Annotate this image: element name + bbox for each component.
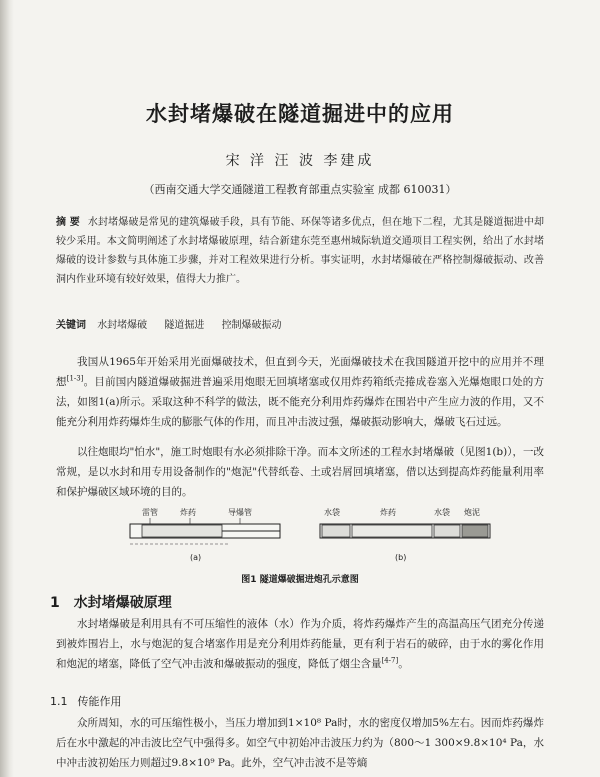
keywords-label: 关键词	[56, 320, 86, 331]
sublabel-a: (a)	[190, 553, 202, 562]
subsection-number: 1.1	[50, 695, 68, 708]
label-explosive-a: 炸药	[180, 508, 196, 517]
keyword: 水封堵爆破	[97, 320, 148, 331]
paragraph-text: 。	[398, 658, 409, 670]
citation: [4-7]	[381, 656, 399, 665]
authors: 宋 洋 汪 波 李建成	[225, 153, 375, 169]
affiliation: （西南交通大学交通隧道工程教育部重点实验室 成都 610031）	[143, 183, 457, 196]
keywords	[56, 316, 544, 331]
figure-1-caption: 图1 隧道爆破掘进炮孔示意图	[241, 575, 359, 585]
label-water-bag-2: 水袋	[434, 508, 450, 517]
paragraph-text: 。目前国内隧道爆破掘进普遍采用炮眼无回填堵塞或仅用炸药箱纸壳捲成卷塞入光爆炮眼口处的方法，如图1(a)所示。采取这种不科学的做法，既不能充分利用炸药爆炸在围岩中产生应力波的作用，又不能充分利用炸药爆炸生成的膨胀气体的作用，而且冲击波过强，爆破振动影响大，爆破飞石过远。	[56, 376, 545, 428]
label-stemming: 炮泥	[464, 508, 480, 517]
water-bag-b2	[434, 525, 460, 537]
label-detonation-tube: 导爆管	[228, 508, 252, 517]
explosive-a	[142, 525, 222, 537]
section-heading	[50, 592, 172, 612]
sublabel-b: (b)	[395, 553, 407, 562]
abstract-label: 摘 要	[56, 217, 80, 228]
water-bag-b1	[322, 525, 350, 537]
section-title: 水封堵爆破原理	[73, 595, 172, 611]
keyword: 控制爆破振动	[221, 320, 282, 331]
label-explosive-b: 炸药	[380, 508, 396, 517]
keyword: 隧道掘进	[164, 320, 205, 331]
label-detonator: 雷管	[142, 508, 158, 517]
explosive-b	[352, 525, 432, 537]
paragraph-intro	[56, 352, 544, 432]
paragraph-text: 众所周知，水的可压缩性极小，当压力增加到1×10⁸ Pa时，水的密度仅增加5%左右。因而炸药爆炸后在水中激起的冲击波比空气中强得多。如空气中初始冲击波压力约为（800～1 300×9.8×10⁴ Pa，水中冲击波初始压力则超过9.8×10⁹ Pa。此外，空气冲击波不是等熵	[56, 717, 544, 769]
paragraph-energy-transfer	[56, 713, 544, 773]
citation: [1-3]	[66, 374, 84, 383]
section-number: 1	[50, 595, 60, 611]
abstract-text: 水封堵爆破是常见的建筑爆破手段，具有节能、环保等诸多优点，但在地下二程，尤其是隧道掘进中却较少采用。本文简明阐述了水封堵爆破原理，结合新建东莞至惠州城际轨道交通项目工程实例，给出了水封堵爆破的设计参数与具体施工步骤，并对工程效果进行分析。事实证明，水封堵爆破在严格控制爆破振动、改善洞内作业环境有较好效果，值得大力推广。	[56, 217, 545, 285]
subsection-heading	[50, 693, 122, 709]
paragraph-water	[56, 442, 544, 502]
paragraph-text: 我国从1965年开始采用光面爆破技术，但直到今天，光面爆破技术在我国隧道开挖中的应用并不理想	[56, 356, 544, 388]
paragraph-text: 以往炮眼均"怕水"，施工时炮眼有水必须排除干净。而本文所述的工程水封堵爆破（见图1(b)），一改常规，是以水封和用专用设备制作的"炮泥"代替纸卷、土或岩屑回填堵塞，借以达到提高炸药能量利用率和保护爆破区域环境的目的。	[56, 446, 545, 498]
subsection-title: 传能作用	[77, 695, 122, 708]
paragraph-text: 水封堵爆破是利用具有不可压缩性的液体（水）作为介质，将炸药爆炸产生的高温高压气团充分传递到被炸围岩上，水与炮泥的复合堵塞作用是充分利用炸药能量，更有利于岩石的破碎，由于水的雾化作用和炮泥的堵塞，降低了空气冲击波和爆破振动的强度，降低了烟尘含量	[56, 618, 544, 670]
abstract	[56, 213, 544, 289]
paragraph-principle	[56, 614, 544, 674]
label-water-bag-1: 水袋	[324, 508, 340, 517]
stemming-b	[462, 525, 488, 537]
paper-title: 水封堵爆破在隧道掘进中的应用	[146, 102, 454, 126]
